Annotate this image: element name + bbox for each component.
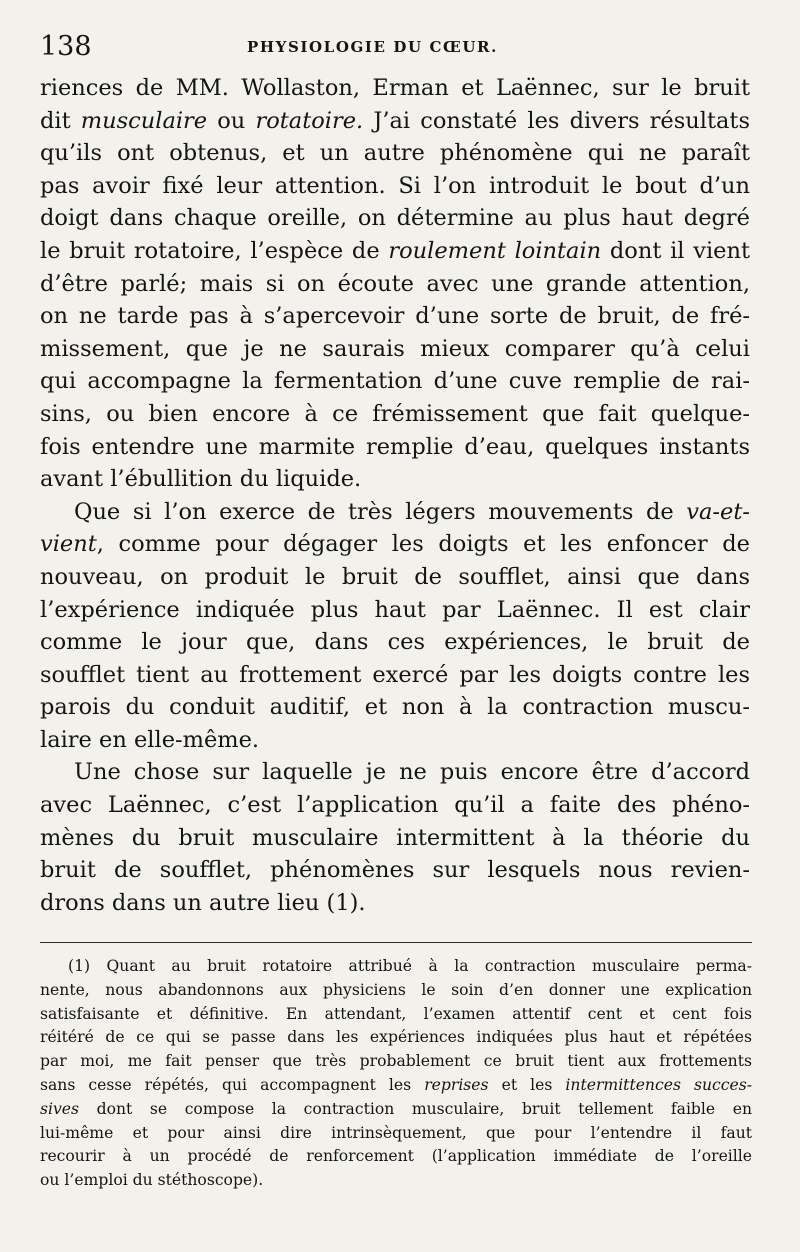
footnote-line: nente, nous abandonnons aux physiciens le soin d’en donner une explication (40, 980, 752, 999)
text-line: mènes du bruit musculaire intermittent à la théorie du (40, 824, 750, 851)
footnote-line: (1) Quant au bruit rotatoire attribué à la contraction musculaire perma- (68, 957, 752, 975)
footnote-divider (40, 942, 752, 943)
text-line: missement, que je ne saurais mieux comparer qu’à celui (40, 335, 750, 362)
main-text (40, 72, 750, 919)
footnote-line: réitéré de ce qui se passe dans les expériences indiquées plus haut et répétées (40, 1028, 752, 1047)
text-line: d’être parlé; mais si on écoute avec une grande attention, (40, 270, 750, 297)
footnote-line: ou l’emploi du stéthoscope). (40, 1171, 264, 1190)
running-head: PHYSIOLOGIE DU CŒUR. (247, 38, 498, 56)
footnote-line: lui-même et pour ainsi dire intrinsèquement, que pour l’entendre il faut (40, 1123, 752, 1142)
text-line: pas avoir fixé leur attention. Si l’on introduit le bout d’un (40, 172, 750, 199)
text-line: le bruit rotatoire, l’espèce de roulement lointain dont il vient (40, 237, 750, 264)
text-line: dit musculaire ou rotatoire. J’ai constaté les divers résultats (40, 107, 750, 134)
text-line: laire en elle-même. (40, 726, 260, 753)
footnote-line: sives dont se compose la contraction musculaire, bruit tellement faible en (40, 1099, 752, 1118)
text-line: avec Laënnec, c’est l’application qu’il a faite des phéno- (40, 792, 750, 819)
page-header (40, 30, 750, 64)
text-line: fois entendre une marmite remplie d’eau, quelques instants (40, 433, 750, 460)
page-number: 138 (40, 31, 92, 62)
text-line: l’expérience indiquée plus haut par Laënnec. Il est clair (40, 596, 750, 623)
text-line: sins, ou bien encore à ce frémissement que fait quelque- (40, 400, 750, 427)
text-line: vient, comme pour dégager les doigts et les enfoncer de (40, 531, 750, 558)
footnote-line: satisfaisante et définitive. En attendant, l’examen attentif cent et cent fois (40, 1004, 752, 1023)
text-line: Une chose sur laquelle je ne puis encore être d’accord (74, 759, 750, 786)
text-line: parois du conduit auditif, et non à la contraction muscu- (40, 694, 750, 721)
footnote-line: sans cesse répétés, qui accompagnent les reprises et les intermittences succes- (40, 1075, 753, 1094)
text-line: soufflet tient au frottement exercé par les doigts contre les (40, 661, 750, 688)
text-line: nouveau, on produit le bruit de soufflet, ainsi que dans (40, 563, 750, 590)
footnote-line: recourir à un procédé de renforcement (l’application immédiate de l’oreille (40, 1147, 752, 1166)
text-line: bruit de soufflet, phénomènes sur lesquels nous revien- (40, 857, 750, 884)
footnote (40, 955, 752, 1193)
text-line: drons dans un autre lieu (1). (40, 889, 366, 916)
text-line: qui accompagne la fermentation d’une cuve remplie de rai- (40, 368, 750, 395)
text-line: Que si l’on exerce de très légers mouvements de va-et- (74, 498, 750, 525)
text-line: comme le jour que, dans ces expériences, le bruit de (40, 629, 750, 656)
footnote-line: par moi, me fait penser que très probablement ce bruit tient aux frottements (40, 1052, 752, 1071)
text-line: riences de MM. Wollaston, Erman et Laënnec, sur le bruit (40, 75, 750, 101)
text-line: qu’ils ont obtenus, et un autre phénomène qui ne paraît (40, 140, 750, 167)
text-line: on ne tarde pas à s’apercevoir d’une sorte de bruit, de fré- (40, 303, 750, 330)
text-line: avant l’ébullition du liquide. (40, 466, 362, 493)
text-line: doigt dans chaque oreille, on détermine au plus haut degré (40, 205, 750, 232)
